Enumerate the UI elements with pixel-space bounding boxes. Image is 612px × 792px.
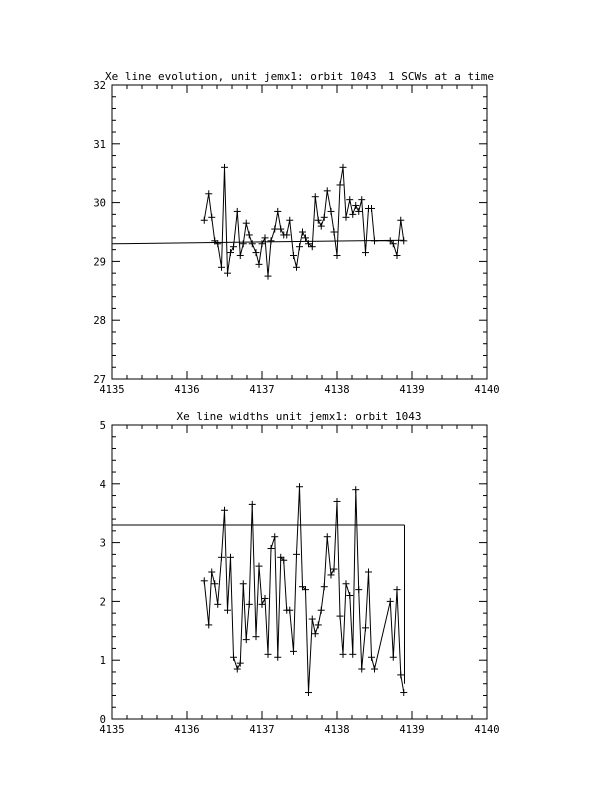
data-point xyxy=(365,569,372,576)
data-point xyxy=(331,566,338,573)
data-point xyxy=(346,592,353,599)
data-point xyxy=(271,533,278,540)
data-point xyxy=(218,554,225,561)
data-point xyxy=(397,217,404,224)
bottom-chart xyxy=(99,410,499,736)
y-tick-label: 29 xyxy=(93,256,106,269)
data-point xyxy=(224,607,231,614)
data-point xyxy=(249,240,256,247)
data-point xyxy=(249,501,256,508)
top-chart xyxy=(93,70,499,396)
data-point xyxy=(346,196,353,203)
data-point xyxy=(274,208,281,215)
y-tick-label: 30 xyxy=(93,197,106,210)
y-tick-label: 5 xyxy=(99,420,106,432)
data-point xyxy=(296,483,303,490)
data-point xyxy=(262,234,269,241)
data-point xyxy=(352,486,359,493)
data-point xyxy=(259,601,266,608)
data-point xyxy=(296,243,303,250)
data-point xyxy=(290,648,297,655)
data-point xyxy=(283,231,290,238)
bottom-series xyxy=(201,483,408,696)
data-point xyxy=(358,666,365,673)
x-tick-label: 4137 xyxy=(249,384,275,396)
x-tick-label: 4135 xyxy=(99,724,125,736)
data-point xyxy=(324,533,331,540)
y-tick-label: 28 xyxy=(93,315,106,328)
data-point xyxy=(286,217,293,224)
data-point xyxy=(315,621,322,628)
data-point xyxy=(400,237,407,244)
data-point xyxy=(205,190,212,197)
data-point xyxy=(224,270,231,277)
top-chart-subtitle: 1 SCWs at a time xyxy=(388,70,494,83)
data-point xyxy=(318,607,325,614)
data-point xyxy=(349,651,356,658)
data-point xyxy=(253,633,260,640)
data-point xyxy=(293,551,300,558)
data-point xyxy=(318,223,325,230)
data-point xyxy=(208,569,215,576)
data-point xyxy=(221,164,228,171)
data-point xyxy=(302,234,309,241)
data-point xyxy=(340,164,347,171)
data-point xyxy=(240,240,247,247)
x-tick-label: 4140 xyxy=(474,384,500,396)
data-point xyxy=(305,689,312,696)
data-point xyxy=(312,193,319,200)
x-tick-label: 4136 xyxy=(174,384,200,396)
data-point xyxy=(358,196,365,203)
data-point xyxy=(268,545,275,552)
x-tick-label: 4138 xyxy=(324,724,350,736)
data-point xyxy=(286,607,293,614)
data-point xyxy=(394,252,401,259)
data-point xyxy=(230,243,237,250)
data-point xyxy=(290,252,297,259)
data-point xyxy=(234,666,241,673)
data-point xyxy=(340,651,347,658)
y-tick-label: 4 xyxy=(99,478,106,491)
bottom-plot-frame xyxy=(112,425,487,719)
y-tick-label: 1 xyxy=(99,655,106,668)
data-point xyxy=(221,507,228,514)
data-point xyxy=(337,181,344,188)
data-point xyxy=(362,249,369,256)
data-point xyxy=(371,666,378,673)
top-axes xyxy=(93,80,499,396)
x-tick-label: 4138 xyxy=(324,384,350,396)
data-point xyxy=(371,237,378,244)
data-point xyxy=(321,214,328,221)
data-point xyxy=(265,273,272,280)
data-point xyxy=(259,240,266,247)
data-point xyxy=(309,616,316,623)
data-point xyxy=(218,264,225,271)
y-tick-label: 27 xyxy=(93,374,106,386)
data-point xyxy=(331,229,338,236)
bottom-chart-title: Xe line widths unit jemx1: orbit 1043 xyxy=(176,410,422,423)
data-point xyxy=(256,563,263,570)
top-reference-line xyxy=(112,240,405,244)
data-point xyxy=(400,689,407,696)
y-tick-label: 3 xyxy=(99,537,106,550)
top-chart-title: Xe line evolution, unit jemx1: orbit 1043 xyxy=(105,70,377,83)
data-point xyxy=(265,651,272,658)
data-point xyxy=(201,217,208,224)
data-point xyxy=(237,252,244,259)
data-point xyxy=(328,208,335,215)
data-point xyxy=(237,660,244,667)
data-point xyxy=(368,654,375,661)
data-point xyxy=(293,264,300,271)
data-point xyxy=(334,252,341,259)
data-point xyxy=(214,601,221,608)
data-point xyxy=(227,249,234,256)
data-point xyxy=(240,580,247,587)
data-point xyxy=(355,586,362,593)
y-tick-label: 31 xyxy=(93,138,106,151)
data-point xyxy=(256,261,263,268)
data-point xyxy=(246,601,253,608)
data-point xyxy=(246,231,253,238)
data-point xyxy=(277,226,284,233)
data-point xyxy=(211,580,218,587)
y-tick-label: 2 xyxy=(99,596,106,609)
data-point xyxy=(274,654,281,661)
data-point xyxy=(343,580,350,587)
data-point xyxy=(349,211,356,218)
bottom-axes xyxy=(99,420,499,736)
data-point xyxy=(352,202,359,209)
series-line xyxy=(204,167,404,276)
data-point xyxy=(230,654,237,661)
data-point xyxy=(299,229,306,236)
data-point xyxy=(205,621,212,628)
y-tick-label: 0 xyxy=(99,714,106,726)
x-tick-label: 4140 xyxy=(474,724,500,736)
x-tick-label: 4136 xyxy=(174,724,200,736)
data-point xyxy=(227,554,234,561)
data-point xyxy=(243,220,250,227)
data-point xyxy=(337,613,344,620)
data-point xyxy=(243,636,250,643)
data-point xyxy=(201,577,208,584)
data-point xyxy=(253,249,260,256)
data-point xyxy=(328,571,335,578)
bottom-reference-line xyxy=(112,525,405,684)
data-point xyxy=(334,498,341,505)
data-point xyxy=(324,187,331,194)
data-point xyxy=(362,624,369,631)
data-point xyxy=(390,654,397,661)
data-point xyxy=(368,205,375,212)
data-point xyxy=(397,671,404,678)
data-point xyxy=(262,595,269,602)
top-series xyxy=(201,164,408,280)
x-tick-label: 4137 xyxy=(249,724,275,736)
y-tick-label: 32 xyxy=(93,80,106,92)
data-point xyxy=(208,214,215,221)
x-tick-label: 4139 xyxy=(399,724,425,736)
data-point xyxy=(234,208,241,215)
data-point xyxy=(321,583,328,590)
x-tick-label: 4139 xyxy=(399,384,425,396)
data-point xyxy=(271,226,278,233)
data-point xyxy=(315,217,322,224)
data-point xyxy=(394,586,401,593)
data-point xyxy=(312,630,319,637)
data-point xyxy=(268,237,275,244)
reference-line xyxy=(112,240,405,244)
x-tick-label: 4135 xyxy=(99,384,125,396)
data-point xyxy=(355,208,362,215)
data-point xyxy=(387,598,394,605)
data-point xyxy=(343,214,350,221)
